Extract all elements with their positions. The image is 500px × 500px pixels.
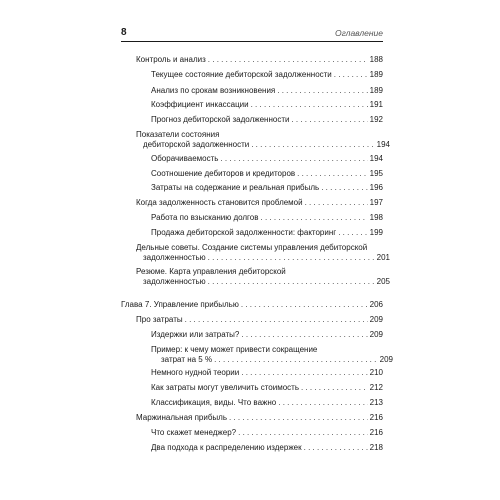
dot-leader — [251, 140, 374, 150]
toc-entry-page: 194 — [369, 154, 383, 163]
dot-leader — [220, 154, 367, 164]
toc-entry — [136, 55, 383, 65]
toc-entry — [151, 428, 383, 438]
toc-entry — [151, 228, 383, 238]
dot-leader — [208, 253, 375, 263]
toc-entry-title: Немного нудной теории — [151, 368, 240, 377]
toc-entry-title-line1: Резюме. Карта управления дебиторской — [136, 267, 286, 276]
dot-leader — [238, 428, 368, 438]
dot-leader — [321, 183, 367, 193]
dot-leader — [241, 368, 367, 378]
dot-leader — [291, 115, 367, 125]
toc-entry-page: 192 — [369, 115, 383, 124]
toc-entry-title: Работа по взысканию долгов — [151, 213, 259, 222]
toc-entry-title: Что скажет менеджер? — [151, 428, 237, 437]
toc-entry-page: 216 — [369, 413, 383, 422]
toc-entry — [136, 267, 390, 287]
toc-entry-title: задолженностью — [143, 277, 206, 286]
toc-entry-title-line1: Пример: к чему может привести сокращение — [151, 345, 318, 354]
toc-entry-title: Маржинальная прибыль — [136, 413, 228, 422]
dot-leader — [301, 383, 368, 393]
toc-entry-title-line1: Дельные советы. Создание системы управления дебиторской — [136, 243, 368, 252]
toc-entry-page: 199 — [369, 228, 383, 237]
toc-entry — [151, 115, 383, 125]
toc-entry — [151, 383, 383, 393]
toc-entry — [151, 86, 383, 96]
dot-leader — [229, 413, 368, 423]
toc-entry-page: 197 — [369, 198, 383, 207]
dot-leader — [338, 228, 367, 238]
toc-entry-title: Классификация, виды. Что важно — [151, 398, 277, 407]
page-number: 8 — [121, 27, 127, 38]
toc-entry — [151, 70, 383, 80]
toc-entry — [151, 398, 383, 408]
toc-chapter-entry — [121, 300, 383, 310]
toc-entry-page: 198 — [369, 213, 383, 222]
toc-entry-title: Анализ по срокам возникновения — [151, 86, 276, 95]
toc-entry — [136, 315, 383, 325]
toc-entry-page: 195 — [369, 169, 383, 178]
dot-leader — [208, 277, 375, 287]
toc-entry-title: Затраты на содержание и реальная прибыль — [151, 183, 320, 192]
toc-entry-page: 205 — [376, 277, 390, 286]
dot-leader — [241, 330, 367, 340]
toc-entry — [151, 154, 383, 164]
toc-entry-title: Текущее состояние дебиторской задолженности — [151, 70, 332, 79]
toc-entry-title: задолженностью — [143, 253, 206, 262]
toc-entry-title: Продажа дебиторской задолженности: факторинг — [151, 228, 337, 237]
toc-entry — [151, 169, 383, 179]
dot-leader — [278, 398, 367, 408]
toc-entry — [136, 130, 390, 150]
toc-entry — [136, 413, 383, 423]
toc-entry — [151, 183, 383, 193]
toc-entry — [151, 213, 383, 223]
toc-entry-page: 189 — [369, 70, 383, 79]
dot-leader — [334, 70, 368, 80]
toc-entry — [151, 443, 383, 453]
toc-entry-page: 196 — [369, 183, 383, 192]
toc-entry-title: Соотношение дебиторов и кредиторов — [151, 169, 296, 178]
toc-entry-page: 206 — [369, 300, 383, 309]
dot-leader — [305, 198, 368, 208]
dot-leader — [208, 55, 368, 65]
toc-entry-page: 218 — [369, 443, 383, 452]
dot-leader — [261, 213, 368, 223]
dot-leader — [214, 355, 378, 365]
toc-entry-page: 191 — [369, 100, 383, 109]
toc-entry — [151, 330, 383, 340]
toc-entry-title: Издержки или затраты? — [151, 330, 240, 339]
toc-entry — [136, 243, 390, 263]
toc-entry-title: Оборачиваемость — [151, 154, 219, 163]
toc-entry-title: Коэффициент инкассации — [151, 100, 249, 109]
dot-leader — [297, 169, 367, 179]
toc-entry-title: затрат на 5 % — [161, 355, 213, 364]
dot-leader — [251, 100, 368, 110]
toc-entry-title: Когда задолженность становится проблемой — [136, 198, 303, 207]
dot-leader — [241, 300, 368, 310]
toc-entry-page: 194 — [376, 140, 390, 149]
running-header-title: Оглавление — [334, 28, 383, 38]
toc-entry-page: 201 — [376, 253, 390, 262]
toc-entry-title: Глава 7. Управление прибылью — [121, 300, 239, 309]
dot-leader — [304, 443, 368, 453]
toc-entry — [151, 368, 383, 378]
toc-entry — [151, 100, 383, 110]
toc-entry-title: Прогноз дебиторской задолженности — [151, 115, 290, 124]
toc-entry-title-line1: Показатели состояния — [136, 130, 220, 139]
toc-entry-title: Как затраты могут увеличить стоимость — [151, 383, 299, 392]
toc-entry-title: Про затраты — [136, 315, 183, 324]
toc-entry-page: 213 — [369, 398, 383, 407]
toc-entry-page: 210 — [369, 368, 383, 377]
toc-entry-page: 209 — [369, 330, 383, 339]
toc-entry-page: 212 — [369, 383, 383, 392]
toc-entry — [136, 198, 383, 208]
toc-entry-page: 189 — [369, 86, 383, 95]
toc-entry-title: Два подхода к распределению издержек — [151, 443, 302, 452]
toc-entry-title: Контроль и анализ — [136, 55, 206, 64]
toc-entry — [151, 345, 393, 365]
toc-entry-page: 188 — [369, 55, 383, 64]
dot-leader — [185, 315, 368, 325]
toc-entry-page: 216 — [369, 428, 383, 437]
toc-entry-title: дебиторской задолженности — [143, 140, 250, 149]
dot-leader — [277, 86, 367, 96]
toc-entry-page: 209 — [369, 315, 383, 324]
toc-entry-page: 209 — [379, 355, 393, 364]
